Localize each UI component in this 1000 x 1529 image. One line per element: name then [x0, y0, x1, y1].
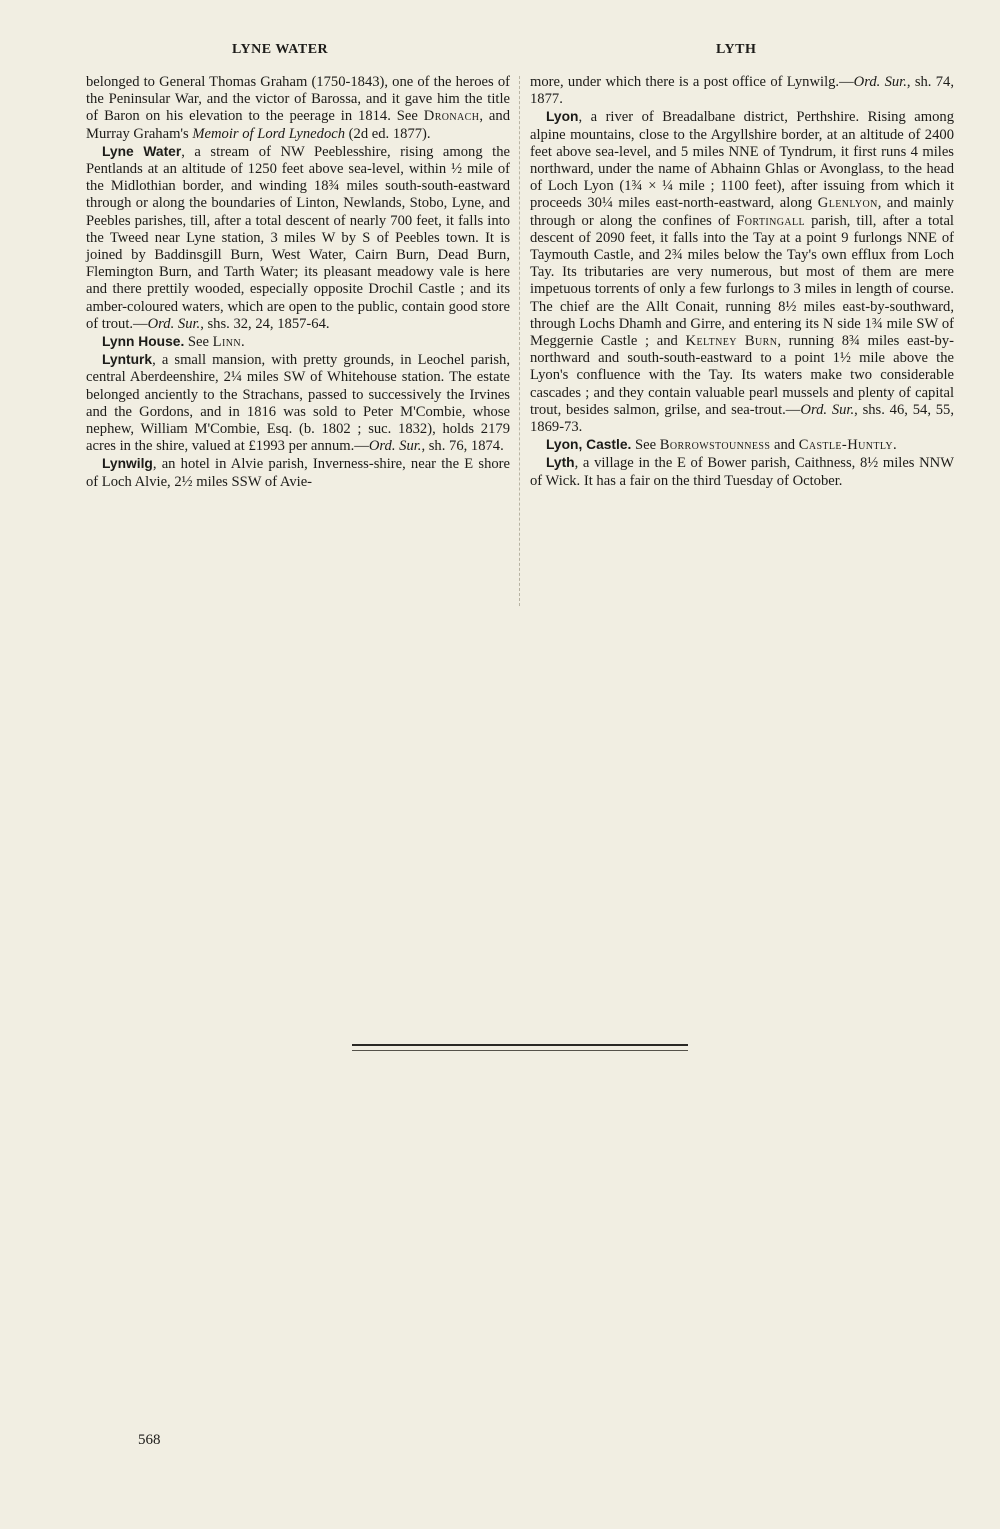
entry-lyth — [530, 454, 954, 489]
entry-text: (2d ed. 1877). — [345, 125, 431, 142]
entry-text: , and mainly through or along the confines of — [530, 195, 954, 229]
entry-continuation-lynwilg — [530, 74, 954, 108]
entry-text: belonged to General Thomas Graham (1750-1843), one of the heroes of the Peninsular War, and the victor of Barossa, and it gave him the title of Baron on his elevation to the peerage in 1814. See — [86, 74, 510, 125]
entry-text: . — [893, 437, 897, 454]
cross-reference: Castle-Huntly — [798, 437, 894, 454]
source-citation: Ord. Sur. — [368, 438, 422, 455]
left-column — [86, 74, 510, 491]
entry-headword: Lynn House. — [102, 334, 185, 350]
entry-text: , and Murray Graham's — [86, 108, 510, 142]
cross-reference: Keltney Burn — [685, 333, 778, 350]
end-rule-thin — [352, 1050, 688, 1051]
entry-text: , running 8¾ miles east-by-northward and south-south-eastward to a point 1½ mile above the Lyon's confluence with the Tay. Its waters make two considerable cascades ; and they contain valuable pearl mussels and plenty of capital trout, besides salmon, grilse, and sea-trout.— — [530, 333, 954, 418]
page-number: 568 — [138, 1432, 161, 1448]
entry-text: , shs. 46, 54, 55, 1869-73. — [530, 401, 955, 436]
entry-continuation-lynedoch — [86, 74, 510, 143]
entry-headword: Lyne Water — [102, 143, 182, 159]
running-head-right: LYTH — [716, 42, 757, 57]
entry-lyne-water — [86, 143, 510, 333]
book-title: Memoir of Lord Lynedoch — [192, 125, 346, 142]
entry-text: more, under which there is a post office of Lynwilg.— — [530, 74, 854, 90]
entry-text: . — [240, 334, 245, 351]
entry-text: , a stream of NW Peeblesshire, rising among the Pentlands at an altitude of 1250 feet above sea-level, within ½ mile of the Midlothian border, and winding 18¾ miles south-south-eastward through or along the boundaries of Linton, Newlands, Stobo, Lyne, and Peebles parishes, till, after a total descent of nearly 700 feet, it falls into the Tweed near Lyne station, 3 miles W by S of Peebles town. It is joined by Baddinsgill Burn, West Water, Cairn Burn, Dead Burn, Flemington Burn, and Tarth Water; its pleasant meadowy vale is here and there prettily wooded, especially opposite Drochil Castle ; and its amber-coloured waters, which are open to the public, contain good store of trout.— — [86, 143, 510, 332]
entry-text: , sh. 74, 1877. — [530, 74, 954, 108]
entry-lyon — [530, 108, 954, 436]
entry-text: and — [770, 437, 799, 454]
entry-lynturk — [86, 351, 510, 455]
entry-headword: Lynturk — [102, 352, 153, 368]
entry-headword: Lyon, Castle. — [546, 437, 632, 453]
cross-reference: Glenlyon — [817, 195, 878, 212]
entry-text: , a village in the E of Bower parish, Caithness, 8½ miles NNW of Wick. It has a fair on the third Tuesday of October. — [530, 455, 954, 489]
entry-text: parish, till, after a total descent of 2090 feet, it falls into the Tay at a point 9 furlongs NNE of Taymouth Castle, and 2¾ miles below the Tay's own efflux from Loch Tay. Its tributaries are very numerous, but most of them are mere impetuous torrents of only a few furlongs to 3 miles in length of course. The chief are the Allt Conait, running 8½ miles east-by-southward, through Lochs Dhamh and Girre, and entering its N side 1¾ mile SW of Meggernie Castle ; and — [530, 212, 954, 350]
entry-lynwilg — [86, 455, 510, 490]
cross-reference: Fortingall — [736, 212, 805, 229]
source-citation: Ord. Sur. — [800, 401, 855, 418]
entry-headword: Lyon — [546, 109, 579, 125]
entry-lyon-castle — [530, 436, 954, 454]
entry-headword: Lynwilg — [102, 456, 153, 472]
source-citation: Ord. Sur. — [147, 315, 201, 332]
entry-lynn-house — [86, 333, 510, 351]
entry-text: See — [631, 437, 660, 454]
entry-text: , a small mansion, with pretty grounds, in Leochel parish, central Aberdeenshire, 2¼ miles SW of Whitehouse station. The estate belonged anciently to the Strachans, passed to successively the Irvines and the Gordons, and in 1816 was sold to Peter M'Combie, whose nephew, William M'Combie, Esq. (b. 1802 ; suc. 1832), holds 2179 acres in the shire, valued at £1993 per annum.— — [86, 352, 510, 455]
entry-text: , a river of Breadalbane district, Perthshire. Rising among alpine mountains, close to the Argyllshire border, at an altitude of 2400 feet above sea-level, and 5 miles NNE of Tyndrum, it first runs 4 miles northward, under the name of Abhainn Ghlas or Avonglass, to the head of Loch Lyon (1¾ × ¼ mile ; 1100 feet), after issuing from which it proceeds 30¼ miles east-north-eastward, along — [530, 109, 954, 212]
end-rule-thick — [352, 1044, 688, 1046]
entry-text: See — [184, 334, 213, 351]
entry-text: , shs. 32, 24, 1857-64. — [200, 315, 330, 332]
running-head-left: LYNE WATER — [232, 42, 329, 57]
entry-text: , an hotel in Alvie parish, Inverness-shire, near the E shore of Loch Alvie, 2½ miles SSW of Avie- — [86, 456, 510, 490]
cross-reference: Dronach — [423, 108, 480, 125]
entry-text: , sh. 76, 1874. — [421, 438, 504, 455]
cross-reference: Borrowstounness — [659, 437, 771, 454]
right-column — [530, 74, 954, 490]
column-divider — [519, 76, 520, 606]
entry-headword: Lyth — [546, 455, 575, 471]
cross-reference: Linn — [212, 334, 241, 351]
source-citation: Ord. Sur. — [853, 74, 907, 90]
